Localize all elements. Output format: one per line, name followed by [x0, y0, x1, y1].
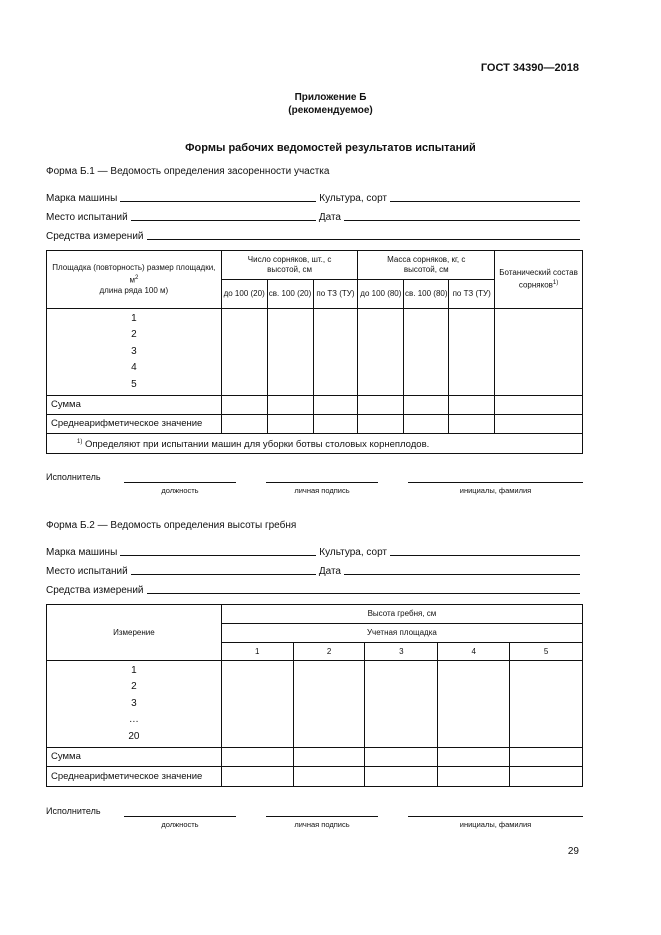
position-caption: должность — [161, 486, 199, 495]
table-row: 3 — [131, 697, 137, 709]
data-cell[interactable] — [449, 396, 495, 415]
form1-row-numbers — [47, 309, 222, 396]
data-cell[interactable] — [293, 767, 365, 787]
data-cell[interactable] — [293, 748, 365, 767]
position-line[interactable] — [124, 816, 236, 817]
form1-machine-label: Марка машины — [46, 193, 118, 204]
data-cell[interactable] — [365, 661, 438, 748]
form2-machine-label: Марка машины — [46, 547, 118, 558]
form2-subcol: 1 — [221, 643, 293, 661]
name-line[interactable] — [408, 482, 583, 483]
table-row: 20 — [128, 730, 140, 742]
signature-line[interactable] — [266, 816, 378, 817]
form2-subcol: 2 — [293, 643, 365, 661]
data-cell[interactable] — [267, 309, 313, 396]
data-cell[interactable] — [221, 767, 293, 787]
data-cell[interactable] — [221, 415, 267, 434]
data-cell[interactable] — [495, 396, 583, 415]
position-caption: должность — [161, 820, 199, 829]
page-number: 29 — [567, 846, 579, 857]
form2-machine-field[interactable] — [120, 545, 316, 556]
form1-sum-label: Сумма — [47, 396, 222, 415]
form1-table — [46, 250, 583, 454]
form2-row-place — [46, 563, 583, 577]
data-cell[interactable] — [365, 748, 438, 767]
data-cell[interactable] — [510, 767, 583, 787]
table-row: 2 — [131, 329, 137, 341]
form2-row-numbers — [47, 661, 222, 748]
form1-title: Форма Б.1 — Ведомость определения засоренности участка — [46, 166, 330, 177]
data-cell[interactable] — [358, 415, 404, 434]
signature-block-1 — [46, 472, 583, 498]
form2-mean-label: Среднеарифметическое значение — [47, 767, 222, 787]
form2-subcol: 3 — [365, 643, 438, 661]
data-cell[interactable] — [365, 767, 438, 787]
document-id: ГОСТ 34390—2018 — [480, 62, 579, 74]
form2-date-label: Дата — [318, 566, 341, 577]
form2-sum-label: Сумма — [47, 748, 222, 767]
data-cell[interactable] — [495, 415, 583, 434]
form1-subcol: св. 100 (80) — [404, 280, 449, 309]
table-row: 3 — [131, 345, 137, 357]
data-cell[interactable] — [438, 748, 510, 767]
form2-sub-group: Учетная площадка — [221, 624, 582, 643]
appendix-title: Приложение Б — [294, 92, 367, 103]
data-cell[interactable] — [221, 396, 267, 415]
table-row: … — [128, 714, 139, 726]
data-cell[interactable] — [438, 767, 510, 787]
form2-subcol: 4 — [438, 643, 510, 661]
signature-caption: личная подпись — [294, 820, 350, 829]
form1-row-instruments — [46, 228, 583, 242]
form2-group-height: Высота гребня, см — [221, 605, 582, 624]
name-caption: инициалы, фамилия — [459, 820, 532, 829]
form2-place-label: Место испытаний — [46, 566, 128, 577]
form2-crop-field[interactable] — [390, 545, 580, 556]
table-row: 1 — [131, 664, 137, 676]
form1-mean-label: Среднеарифметическое значение — [47, 415, 222, 434]
form1-group-count: Число сорняков, шт., с высотой, см — [221, 251, 358, 280]
data-cell[interactable] — [404, 396, 449, 415]
form2-col-measure: Измерение — [47, 605, 222, 661]
form1-group-mass: Масса сорняков, кг, с высотой, см — [358, 251, 495, 280]
form1-crop-field[interactable] — [390, 191, 580, 202]
data-cell[interactable] — [449, 415, 495, 434]
position-line[interactable] — [124, 482, 236, 483]
data-cell[interactable] — [510, 748, 583, 767]
form1-machine-field[interactable] — [120, 191, 316, 202]
data-cell[interactable] — [313, 415, 358, 434]
data-cell[interactable] — [510, 661, 583, 748]
form1-subcol: по ТЗ (ТУ) — [313, 280, 358, 309]
form1-footnote: $^{1)}$ Определяют при испытании машин для уборки ботвы столовых корнеплодов. — [47, 434, 583, 454]
table-row: 2 — [131, 681, 137, 693]
form1-subcol: до 100 (20) — [221, 280, 267, 309]
executor-label: Исполнитель — [46, 806, 101, 816]
name-caption: инициалы, фамилия — [459, 486, 532, 495]
form2-instruments-field[interactable] — [147, 583, 580, 594]
form2-subcol: 5 — [510, 643, 583, 661]
data-cell[interactable] — [313, 309, 358, 396]
table-row: 5 — [131, 378, 137, 390]
form1-col-botanic: Ботанический состав сорняков$^{1)}$ — [495, 251, 583, 309]
signature-caption: личная подпись — [294, 486, 350, 495]
form2-row-machine — [46, 544, 583, 558]
data-cell[interactable] — [438, 661, 510, 748]
form1-row-machine — [46, 190, 583, 204]
form2-date-field[interactable] — [344, 564, 580, 575]
form2-place-field[interactable] — [131, 564, 316, 575]
data-cell[interactable] — [404, 415, 449, 434]
appendix-subtitle: (рекомендуемое) — [288, 105, 373, 116]
form1-col-plot: Площадка (повторность) размер площадки, $м^2$ длина ряда 100 м) — [47, 251, 222, 309]
form2-crop-label: Культура, сорт — [319, 547, 387, 558]
form2-instruments-label: Средства измерений — [46, 585, 144, 596]
form1-date-label: Дата — [318, 212, 341, 223]
data-cell[interactable] — [221, 748, 293, 767]
form1-crop-label: Культура, сорт — [319, 193, 387, 204]
form1-instruments-field[interactable] — [147, 229, 580, 240]
data-cell[interactable] — [293, 661, 365, 748]
form1-row-place — [46, 209, 583, 223]
data-cell[interactable] — [267, 415, 313, 434]
form1-date-field[interactable] — [344, 210, 580, 221]
data-cell[interactable] — [267, 396, 313, 415]
data-cell[interactable] — [449, 309, 495, 396]
form1-subcol: св. 100 (20) — [267, 280, 313, 309]
data-cell[interactable] — [313, 396, 358, 415]
signature-line[interactable] — [266, 482, 378, 483]
data-cell[interactable] — [495, 309, 583, 396]
form2-row-instruments — [46, 582, 583, 596]
section-title: Формы рабочих ведомостей результатов испытаний — [185, 142, 476, 154]
form1-instruments-label: Средства измерений — [46, 231, 144, 242]
table-row: 1 — [131, 312, 137, 324]
executor-label: Исполнитель — [46, 472, 101, 482]
data-cell[interactable] — [358, 396, 404, 415]
appendix-heading — [0, 91, 661, 117]
form1-subcol: до 100 (80) — [358, 280, 404, 309]
form2-title: Форма Б.2 — Ведомость определения высоты гребня — [46, 520, 297, 531]
name-line[interactable] — [408, 816, 583, 817]
form1-place-label: Место испытаний — [46, 212, 128, 223]
table-row: 4 — [131, 362, 137, 374]
data-cell[interactable] — [358, 309, 404, 396]
form2-table — [46, 604, 583, 787]
data-cell[interactable] — [221, 309, 267, 396]
data-cell[interactable] — [404, 309, 449, 396]
form1-place-field[interactable] — [131, 210, 316, 221]
signature-block-2 — [46, 806, 583, 832]
data-cell[interactable] — [221, 661, 293, 748]
form1-subcol: по ТЗ (ТУ) — [449, 280, 495, 309]
